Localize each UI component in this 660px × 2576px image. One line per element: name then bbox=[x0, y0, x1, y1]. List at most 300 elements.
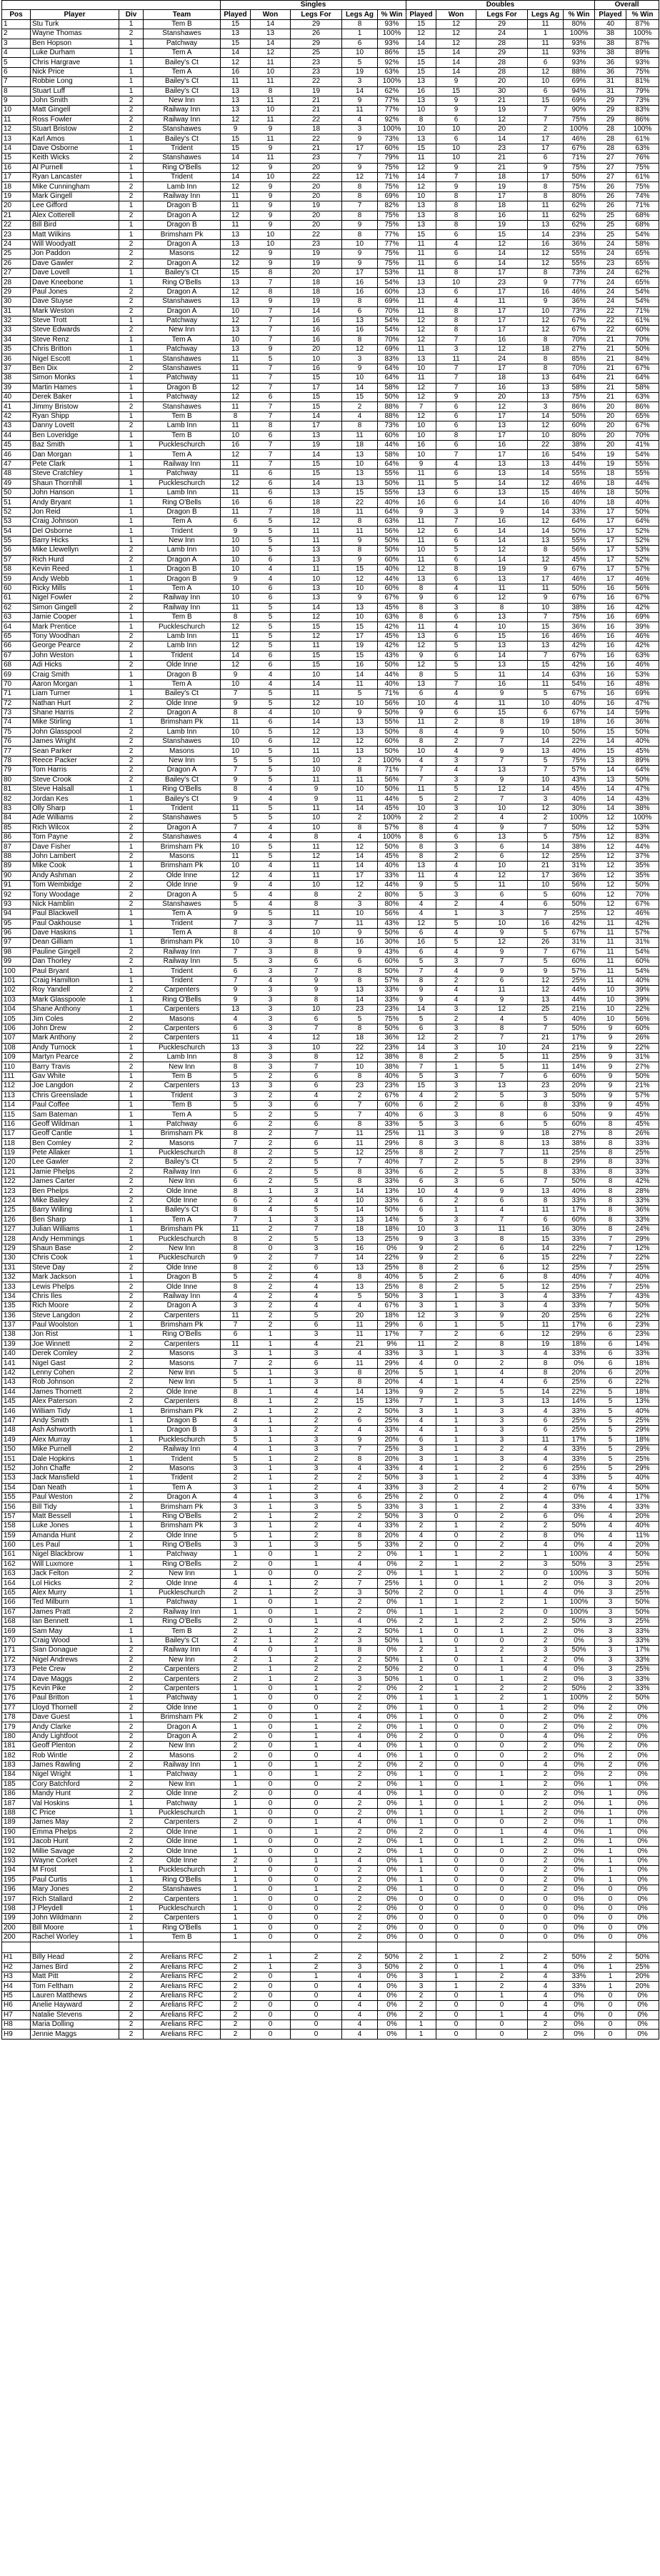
cell-singles-won: 0 bbox=[251, 1991, 291, 2000]
cell-doubles-win-pct: 86% bbox=[564, 402, 595, 411]
table-row bbox=[2, 747, 659, 756]
cell-singles-won: 3 bbox=[251, 938, 291, 947]
cell-pos: 68 bbox=[2, 660, 31, 669]
cell-team: Dragon A bbox=[144, 766, 221, 775]
cell-singles-legs-ag: 12 bbox=[342, 345, 378, 354]
cell-singles-legs-ag: 14 bbox=[342, 86, 378, 96]
cell-singles-played: 7 bbox=[221, 823, 251, 832]
cell-doubles-won: 0 bbox=[436, 1531, 476, 1540]
cell-team: Railway Inn bbox=[144, 1292, 221, 1301]
cell-singles-won: 1 bbox=[251, 1444, 291, 1454]
cell-pos: 149 bbox=[2, 1435, 31, 1444]
cell-doubles-legs-for: 3 bbox=[476, 1426, 528, 1435]
cell-singles-played: 3 bbox=[221, 1302, 251, 1311]
cell-doubles-legs-ag: 8 bbox=[528, 1272, 564, 1282]
cell-singles-legs-for: 10 bbox=[291, 708, 342, 717]
cell-doubles-win-pct: 100% bbox=[564, 1598, 595, 1607]
cell-doubles-played: 1 bbox=[406, 1799, 436, 1808]
cell-doubles-played: 13 bbox=[406, 862, 436, 871]
cell-singles-legs-ag: 8 bbox=[342, 19, 378, 29]
table-row bbox=[2, 766, 659, 775]
cell-doubles-legs-ag: 1 bbox=[528, 1598, 564, 1607]
cell-player: Maria Dolling bbox=[31, 2020, 119, 2030]
cell-singles-win-pct: 63% bbox=[378, 613, 406, 622]
cell-pos: 80 bbox=[2, 775, 31, 784]
cell-doubles-played: 9 bbox=[406, 986, 436, 995]
cell-doubles-legs-ag: 11 bbox=[528, 211, 564, 220]
cell-singles-played: 12 bbox=[221, 660, 251, 669]
cell-doubles-played: 1 bbox=[406, 1779, 436, 1789]
cell-doubles-win-pct: 50% bbox=[564, 1522, 595, 1531]
cell-overall-played: 4 bbox=[595, 1540, 626, 1549]
cell-singles-legs-for: 15 bbox=[291, 459, 342, 469]
cell-doubles-win-pct: 0% bbox=[564, 1627, 595, 1636]
table-row bbox=[2, 1789, 659, 1799]
cell-singles-won: 9 bbox=[251, 249, 291, 259]
cell-singles-legs-for: 10 bbox=[291, 670, 342, 679]
cell-div: 2 bbox=[119, 1607, 144, 1617]
cell-doubles-won: 8 bbox=[436, 268, 476, 277]
cell-overall-win-pct: 53% bbox=[626, 546, 659, 555]
cell-doubles-legs-for: 13 bbox=[476, 660, 528, 669]
cell-singles-played: 1 bbox=[221, 1914, 251, 1923]
cell-player: Dave Stuyse bbox=[31, 297, 119, 306]
cell-div: 1 bbox=[119, 862, 144, 871]
cell-doubles-legs-ag: 15 bbox=[528, 1254, 564, 1263]
cell-singles-win-pct: 33% bbox=[378, 1426, 406, 1435]
cell-singles-won: 5 bbox=[251, 622, 291, 631]
cell-singles-won: 8 bbox=[251, 268, 291, 277]
cell-overall-played: 13 bbox=[595, 756, 626, 765]
cell-doubles-legs-ag: 12 bbox=[528, 479, 564, 488]
cell-doubles-legs-ag: 4 bbox=[528, 1474, 564, 1483]
cell-singles-legs-for: 11 bbox=[291, 842, 342, 852]
cell-team: Puckleschurch bbox=[144, 1043, 221, 1052]
cell-singles-legs-ag: 4 bbox=[342, 1818, 378, 1827]
cell-player: Shane Anthony bbox=[31, 1005, 119, 1014]
cell-team: Carpenters bbox=[144, 1674, 221, 1684]
cell-player: Mark Glasspoole bbox=[31, 995, 119, 1004]
cell-div: 1 bbox=[119, 1799, 144, 1808]
col-doubles-won: Won bbox=[436, 10, 476, 19]
cell-doubles-won: 2 bbox=[436, 899, 476, 909]
cell-doubles-played: 7 bbox=[406, 402, 436, 411]
cell-doubles-played: 11 bbox=[406, 871, 436, 880]
cell-singles-legs-for: 6 bbox=[291, 1100, 342, 1109]
cell-singles-played: 13 bbox=[221, 1082, 251, 1091]
table-row bbox=[2, 1416, 659, 1425]
cell-singles-played: 4 bbox=[221, 1292, 251, 1301]
cell-singles-win-pct: 22% bbox=[378, 1254, 406, 1263]
cell-div: 1 bbox=[119, 1254, 144, 1263]
cell-singles-win-pct: 77% bbox=[378, 230, 406, 239]
cell-doubles-win-pct: 0% bbox=[564, 1588, 595, 1597]
cell-div: 1 bbox=[119, 1875, 144, 1884]
cell-doubles-win-pct: 100% bbox=[564, 814, 595, 823]
cell-singles-won: 1 bbox=[251, 1368, 291, 1377]
cell-doubles-won: 6 bbox=[436, 708, 476, 717]
cell-singles-played: 1 bbox=[221, 1598, 251, 1607]
cell-team: Brimsham Pk bbox=[144, 1502, 221, 1512]
cell-doubles-legs-ag: 22 bbox=[528, 440, 564, 449]
cell-singles-legs-ag: 7 bbox=[342, 1579, 378, 1588]
table-row bbox=[2, 402, 659, 411]
cell-team: Dragon A bbox=[144, 1722, 221, 1732]
cell-doubles-won: 8 bbox=[436, 201, 476, 211]
cell-doubles-played: 10 bbox=[406, 747, 436, 756]
cell-pos: H7 bbox=[2, 2010, 31, 2020]
cell-player: Jim Coles bbox=[31, 1014, 119, 1024]
cell-singles-win-pct: 50% bbox=[378, 1512, 406, 1521]
cell-doubles-played: 12 bbox=[406, 660, 436, 669]
table-row bbox=[2, 1550, 659, 1559]
cell-doubles-legs-for: 0 bbox=[476, 1847, 528, 1856]
cell-div: 2 bbox=[119, 297, 144, 306]
cell-player: Paul Bryant bbox=[31, 967, 119, 976]
cell-doubles-won: 9 bbox=[436, 182, 476, 191]
table-row bbox=[2, 1531, 659, 1540]
cell-doubles-won: 4 bbox=[436, 986, 476, 995]
cell-doubles-played: 1 bbox=[406, 1722, 436, 1732]
cell-singles-played: 4 bbox=[221, 1579, 251, 1588]
cell-team: Puckleschurch bbox=[144, 1254, 221, 1263]
cell-singles-win-pct: 0% bbox=[378, 2001, 406, 2010]
cell-singles-win-pct: 33% bbox=[378, 1196, 406, 1205]
cell-doubles-played: 15 bbox=[406, 1082, 436, 1091]
cell-singles-legs-for: 10 bbox=[291, 1043, 342, 1052]
cell-player: Chris Iles bbox=[31, 1292, 119, 1301]
cell-singles-played: 4 bbox=[221, 1416, 251, 1425]
cell-singles-win-pct: 23% bbox=[378, 1082, 406, 1091]
cell-doubles-won: 1 bbox=[436, 1559, 476, 1569]
cell-doubles-legs-ag: 5 bbox=[528, 928, 564, 937]
cell-doubles-legs-ag: 12 bbox=[528, 249, 564, 259]
cell-singles-won: 1 bbox=[251, 1540, 291, 1549]
cell-overall-played: 0 bbox=[595, 1894, 626, 1904]
cell-doubles-played: 4 bbox=[406, 1378, 436, 1387]
cell-pos: 33 bbox=[2, 326, 31, 335]
cell-singles-played: 4 bbox=[221, 1014, 251, 1024]
cell-div: 2 bbox=[119, 1991, 144, 2000]
cell-pos: 182 bbox=[2, 1751, 31, 1760]
cell-pos: 97 bbox=[2, 938, 31, 947]
cell-div: 2 bbox=[119, 239, 144, 249]
cell-doubles-legs-ag: 13 bbox=[528, 1187, 564, 1196]
cell-singles-win-pct: 25% bbox=[378, 1282, 406, 1292]
cell-overall-win-pct: 79% bbox=[626, 86, 659, 96]
table-row bbox=[2, 479, 659, 488]
table-row bbox=[2, 1225, 659, 1234]
cell-team: Olde Inne bbox=[144, 1837, 221, 1847]
cell-doubles-win-pct: 75% bbox=[564, 832, 595, 842]
cell-team: Railway Inn bbox=[144, 106, 221, 115]
cell-singles-legs-for: 7 bbox=[291, 1024, 342, 1033]
cell-overall-win-pct: 20% bbox=[626, 1368, 659, 1377]
cell-doubles-legs-ag: 1 bbox=[528, 29, 564, 39]
cell-doubles-won: 2 bbox=[436, 1196, 476, 1205]
cell-singles-win-pct: 100% bbox=[378, 125, 406, 134]
cell-singles-legs-ag: 12 bbox=[342, 737, 378, 747]
cell-doubles-won: 10 bbox=[436, 278, 476, 287]
cell-singles-win-pct: 77% bbox=[378, 239, 406, 249]
cell-div: 2 bbox=[119, 1177, 144, 1187]
table-row bbox=[2, 201, 659, 211]
cell-singles-win-pct: 53% bbox=[378, 268, 406, 277]
cell-singles-legs-for: 19 bbox=[291, 249, 342, 259]
cell-singles-played: 11 bbox=[221, 1311, 251, 1320]
cell-doubles-legs-ag: 4 bbox=[528, 1588, 564, 1597]
table-row bbox=[2, 1311, 659, 1320]
table-row bbox=[2, 1866, 659, 1875]
cell-singles-played: 10 bbox=[221, 842, 251, 852]
table-row bbox=[2, 316, 659, 325]
cell-singles-won: 7 bbox=[251, 364, 291, 373]
table-row bbox=[2, 67, 659, 76]
cell-doubles-win-pct: 80% bbox=[564, 191, 595, 201]
cell-doubles-won: 6 bbox=[436, 411, 476, 421]
cell-pos: 42 bbox=[2, 411, 31, 421]
table-row bbox=[2, 1617, 659, 1627]
cell-singles-played: 6 bbox=[221, 1196, 251, 1205]
cell-overall-win-pct: 50% bbox=[626, 507, 659, 516]
cell-singles-legs-ag: 11 bbox=[342, 775, 378, 784]
cell-team: Tem A bbox=[144, 1483, 221, 1492]
table-row bbox=[2, 1559, 659, 1569]
cell-player: Paul Coffee bbox=[31, 1100, 119, 1109]
cell-doubles-won: 0 bbox=[436, 2030, 476, 2039]
cell-singles-legs-ag: 2 bbox=[342, 1760, 378, 1769]
cell-team: Patchway bbox=[144, 345, 221, 354]
cell-singles-legs-ag: 19 bbox=[342, 641, 378, 651]
cell-doubles-legs-for: 4 bbox=[476, 1206, 528, 1215]
cell-doubles-won: 8 bbox=[436, 211, 476, 220]
cell-overall-win-pct: 87% bbox=[626, 19, 659, 29]
cell-player: Reece Packer bbox=[31, 756, 119, 765]
cell-singles-won: 4 bbox=[251, 823, 291, 832]
cell-doubles-won: 2 bbox=[436, 852, 476, 861]
cell-overall-played: 24 bbox=[595, 239, 626, 249]
cell-singles-won: 5 bbox=[251, 804, 291, 813]
cell-singles-won: 0 bbox=[251, 1703, 291, 1712]
cell-player: Shaun Base bbox=[31, 1244, 119, 1253]
cell-div: 1 bbox=[119, 1923, 144, 1932]
cell-player: Lloyd Thornell bbox=[31, 1703, 119, 1712]
cell-doubles-played: 9 bbox=[406, 507, 436, 516]
cell-player: Roy Yandell bbox=[31, 986, 119, 995]
cell-doubles-played: 6 bbox=[406, 689, 436, 699]
cell-div: 1 bbox=[119, 1904, 144, 1913]
cell-doubles-legs-ag: 8 bbox=[528, 182, 564, 191]
cell-doubles-played: 4 bbox=[406, 1091, 436, 1100]
cell-doubles-legs-for: 9 bbox=[476, 1311, 528, 1320]
table-row bbox=[2, 651, 659, 660]
cell-singles-legs-for: 21 bbox=[291, 96, 342, 105]
cell-doubles-legs-for: 2 bbox=[476, 1359, 528, 1368]
cell-overall-win-pct: 42% bbox=[626, 1177, 659, 1187]
cell-overall-win-pct: 33% bbox=[626, 1215, 659, 1224]
cell-doubles-legs-ag: 8 bbox=[528, 191, 564, 201]
cell-singles-won: 14 bbox=[251, 19, 291, 29]
table-row bbox=[2, 852, 659, 861]
cell-singles-won: 2 bbox=[251, 1139, 291, 1148]
cell-singles-won: 9 bbox=[251, 211, 291, 220]
cell-player: Andy Hemmings bbox=[31, 1234, 119, 1244]
cell-team: Brimsham Pk bbox=[144, 718, 221, 727]
cell-pos: 5 bbox=[2, 58, 31, 67]
cell-doubles-legs-ag: 16 bbox=[528, 239, 564, 249]
cell-doubles-win-pct: 94% bbox=[564, 86, 595, 96]
cell-doubles-won: 0 bbox=[436, 1875, 476, 1884]
cell-doubles-win-pct: 75% bbox=[564, 756, 595, 765]
cell-doubles-legs-for: 5 bbox=[476, 1320, 528, 1329]
cell-doubles-legs-for: 29 bbox=[476, 19, 528, 29]
cell-singles-win-pct: 58% bbox=[378, 450, 406, 459]
cell-pos: 34 bbox=[2, 335, 31, 344]
cell-player: James Carter bbox=[31, 1177, 119, 1187]
player-rows bbox=[2, 19, 659, 1942]
cell-doubles-won: 6 bbox=[436, 230, 476, 239]
cell-team: Patchway bbox=[144, 39, 221, 48]
cell-overall-win-pct: 25% bbox=[626, 1962, 659, 1972]
cell-singles-legs-for: 3 bbox=[291, 1244, 342, 1253]
cell-doubles-legs-for: 17 bbox=[476, 450, 528, 459]
cell-doubles-won: 0 bbox=[436, 1847, 476, 1856]
cell-singles-played: 11 bbox=[221, 718, 251, 727]
cell-player: Jacob Hunt bbox=[31, 1837, 119, 1847]
cell-div: 2 bbox=[119, 125, 144, 134]
cell-singles-won: 9 bbox=[251, 144, 291, 153]
cell-team: Dragon A bbox=[144, 890, 221, 899]
cell-team: Trident bbox=[144, 967, 221, 976]
table-row bbox=[2, 106, 659, 115]
cell-doubles-legs-for: 19 bbox=[476, 565, 528, 574]
table-row bbox=[2, 1110, 659, 1119]
cell-doubles-legs-ag: 2 bbox=[528, 1579, 564, 1588]
cell-team: Tem A bbox=[144, 1110, 221, 1119]
cell-doubles-played: 9 bbox=[406, 651, 436, 660]
cell-singles-win-pct: 0% bbox=[378, 1617, 406, 1627]
cell-singles-legs-for: 8 bbox=[291, 832, 342, 842]
cell-doubles-played: 12 bbox=[406, 526, 436, 536]
cell-singles-legs-ag: 2 bbox=[342, 1847, 378, 1856]
cell-doubles-legs-ag: 7 bbox=[528, 1177, 564, 1187]
cell-singles-legs-for: 7 bbox=[291, 1254, 342, 1263]
cell-overall-win-pct: 53% bbox=[626, 823, 659, 832]
cell-doubles-played: 12 bbox=[406, 565, 436, 574]
cell-div: 1 bbox=[119, 1407, 144, 1416]
cell-singles-played: 2 bbox=[221, 1953, 251, 1962]
cell-doubles-legs-ag: 5 bbox=[528, 890, 564, 899]
cell-team: Arelians RFC bbox=[144, 2030, 221, 2039]
cell-singles-legs-for: 6 bbox=[291, 1014, 342, 1024]
cell-doubles-win-pct: 43% bbox=[564, 775, 595, 784]
cell-doubles-played: 1 bbox=[406, 1818, 436, 1827]
cell-singles-win-pct: 50% bbox=[378, 1407, 406, 1416]
cell-team: Olde Inne bbox=[144, 1856, 221, 1865]
cell-singles-legs-for: 2 bbox=[291, 1962, 342, 1972]
cell-singles-legs-for: 15 bbox=[291, 622, 342, 631]
cell-doubles-played: 13 bbox=[406, 574, 436, 584]
cell-doubles-legs-for: 15 bbox=[476, 230, 528, 239]
cell-singles-played: 5 bbox=[221, 1454, 251, 1464]
cell-overall-played: 6 bbox=[595, 1339, 626, 1349]
cell-doubles-legs-for: 5 bbox=[476, 1158, 528, 1167]
cell-doubles-legs-ag: 4 bbox=[528, 1991, 564, 2000]
cell-doubles-played: 1 bbox=[406, 1875, 436, 1884]
cell-doubles-win-pct: 14% bbox=[564, 1062, 595, 1072]
cell-overall-win-pct: 100% bbox=[626, 814, 659, 823]
cell-div: 1 bbox=[119, 278, 144, 287]
cell-singles-won: 5 bbox=[251, 814, 291, 823]
cell-player: William Tidy bbox=[31, 1407, 119, 1416]
cell-singles-won: 0 bbox=[251, 1923, 291, 1932]
cell-doubles-legs-for: 12 bbox=[476, 1005, 528, 1014]
cell-team: Bailey's Ct bbox=[144, 77, 221, 86]
cell-doubles-legs-for: 1 bbox=[476, 1579, 528, 1588]
cell-pos: 176 bbox=[2, 1694, 31, 1703]
cell-player: Steve Langdon bbox=[31, 1311, 119, 1320]
cell-overall-win-pct: 70% bbox=[626, 890, 659, 899]
cell-overall-win-pct: 50% bbox=[626, 1569, 659, 1579]
cell-pos: 23 bbox=[2, 230, 31, 239]
cell-singles-win-pct: 44% bbox=[378, 440, 406, 449]
cell-singles-played: 8 bbox=[221, 708, 251, 717]
cell-singles-legs-for: 2 bbox=[291, 1512, 342, 1521]
cell-singles-played: 2 bbox=[221, 1588, 251, 1597]
cell-singles-win-pct: 33% bbox=[378, 1167, 406, 1177]
cell-singles-won: 5 bbox=[251, 354, 291, 364]
cell-doubles-played: 3 bbox=[406, 1454, 436, 1464]
cell-singles-legs-ag: 3 bbox=[342, 1588, 378, 1597]
cell-overall-played: 0 bbox=[595, 2010, 626, 2020]
cell-singles-legs-for: 1 bbox=[291, 1760, 342, 1769]
cell-doubles-legs-ag: 4 bbox=[528, 2010, 564, 2020]
cell-div: 1 bbox=[119, 718, 144, 727]
cell-player: Bill Tidy bbox=[31, 1502, 119, 1512]
cell-singles-played: 11 bbox=[221, 374, 251, 383]
cell-pos: 30 bbox=[2, 297, 31, 306]
cell-overall-played: 16 bbox=[595, 679, 626, 689]
cell-player: Anelie Hayward bbox=[31, 2001, 119, 2010]
cell-overall-win-pct: 0% bbox=[626, 1703, 659, 1712]
table-row bbox=[2, 1664, 659, 1674]
cell-doubles-win-pct: 40% bbox=[564, 794, 595, 804]
cell-team: Stanshawes bbox=[144, 737, 221, 747]
cell-team: Carpenters bbox=[144, 1397, 221, 1407]
cell-doubles-legs-ag: 13 bbox=[528, 220, 564, 229]
cell-singles-win-pct: 0% bbox=[378, 1923, 406, 1932]
cell-singles-win-pct: 0% bbox=[378, 1779, 406, 1789]
cell-singles-legs-ag: 10 bbox=[342, 48, 378, 57]
cell-singles-legs-ag: 9 bbox=[342, 947, 378, 957]
cell-doubles-played: 14 bbox=[406, 1043, 436, 1052]
cell-pos: 95 bbox=[2, 919, 31, 928]
table-row bbox=[2, 641, 659, 651]
cell-singles-won: 1 bbox=[251, 1962, 291, 1972]
cell-pos: 77 bbox=[2, 747, 31, 756]
cell-team: Stanshawes bbox=[144, 154, 221, 163]
cell-team: Dragon B bbox=[144, 670, 221, 679]
cell-player: Dave Gawler bbox=[31, 259, 119, 268]
table-row bbox=[2, 77, 659, 86]
cell-singles-played: 5 bbox=[221, 890, 251, 899]
cell-div: 2 bbox=[119, 766, 144, 775]
cell-team: Dragon B bbox=[144, 201, 221, 211]
cell-doubles-won: 4 bbox=[436, 1187, 476, 1196]
cell-overall-played: 6 bbox=[595, 1330, 626, 1339]
cell-pos: 121 bbox=[2, 1167, 31, 1177]
cell-div: 1 bbox=[119, 335, 144, 344]
